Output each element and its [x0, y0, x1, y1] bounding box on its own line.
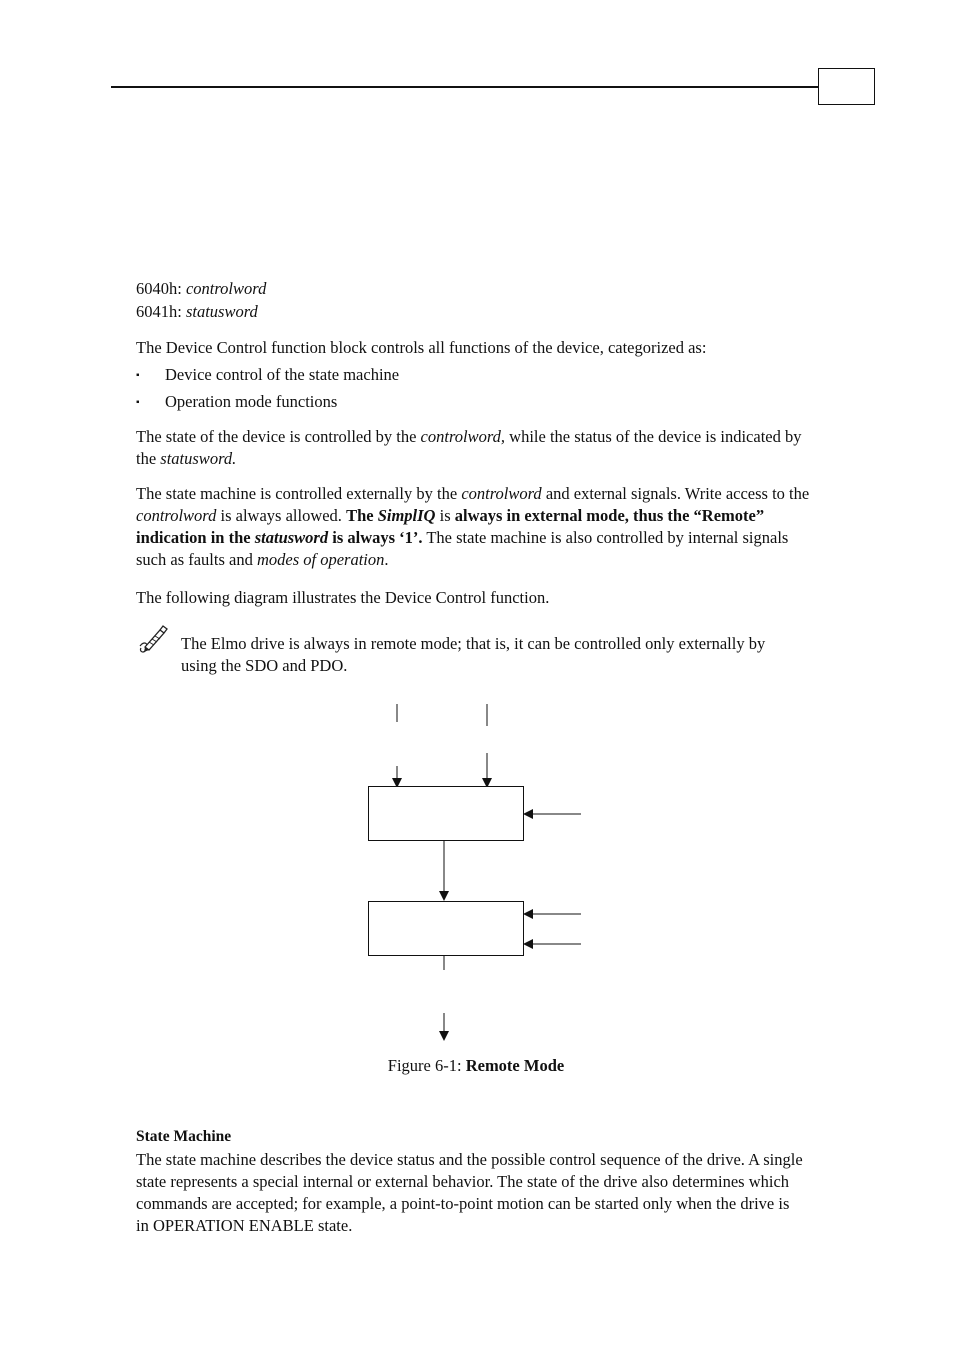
diagram-intro-paragraph: The following diagram illustrates the Device Control function.	[136, 588, 550, 607]
page-number-box	[818, 68, 875, 105]
state-machine-paragraph: The state machine is controlled externally by the controlword and external signals. Write access to the controlword is always allowed. The SimplIQ is always in external mode, thus the “Remote” indication in the statusword is always ‘1’. The state machine is also controlled by internal signals such as faults and modes of operation.	[136, 484, 810, 569]
section-title: State Machine	[136, 1128, 232, 1145]
section-body: The state machine describes the device status and the possible control sequence of the drive. A single state represents a special internal or external behavior. The state of the drive also determines which commands are accepted; for example, a point-to-point motion can be started only when the drive is in OPERATION ENABLE state.	[136, 1150, 803, 1235]
figure-caption: Figure 6-1: Remote Mode	[387, 1056, 565, 1075]
bullet-icon: ▪	[136, 370, 140, 381]
state-paragraph: The state of the device is controlled by the controlword, while the status of the device is indicated by the statusword.	[136, 427, 802, 468]
intro-paragraph: The Device Control function block controls all functions of the device, categorized as:	[136, 338, 707, 357]
remote-mode-diagram	[330, 695, 630, 1055]
list-item: ▪ Operation mode functions	[136, 391, 337, 414]
bullet-icon: ▪	[136, 397, 140, 408]
note-pen-icon	[136, 622, 170, 656]
header-rule	[111, 86, 819, 88]
object-line-statusword: 6041h: statusword	[136, 302, 258, 321]
object-line-controlword: 6040h: controlword	[136, 279, 267, 298]
upper-block	[369, 787, 524, 841]
note-text: The Elmo drive is always in remote mode; that is, it can be controlled only externally by using the SDO and PDO.	[181, 634, 766, 675]
list-item: ▪ Device control of the state machine	[136, 364, 399, 387]
lower-block	[369, 902, 524, 956]
